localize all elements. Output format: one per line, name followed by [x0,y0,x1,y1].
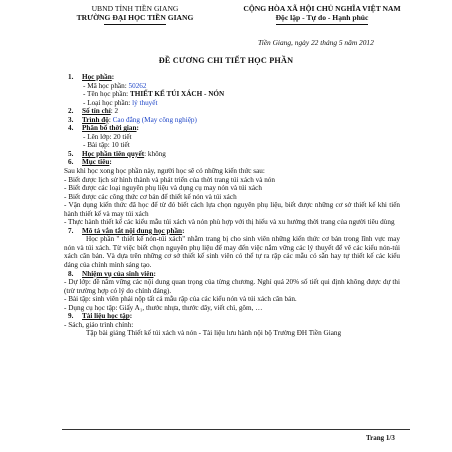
section-2-credits: 2. Số tín chỉ: 2 [68,107,119,116]
objective-item: - Thực hành thiết kế các kiểu mẫu túi xách và nón phù hợp với thị hiếu và xu hướng thời trang của người tiêu dùng [64,218,395,227]
section-6-heading: 6. Mục tiêu: [68,158,112,167]
motto-underline [276,24,368,25]
page-number: Trang 1/3 [366,434,395,442]
time-exercise: - Bài tập: 10 tiết [83,141,130,150]
materials-textbook: Tập bài giảng Thiết kế túi xách và nón - Tài liệu lưu hành nội bộ Trường ĐH Tiền Giang [86,329,342,338]
objective-item: - Biết được các loại nguyên phụ liệu và dụng cụ may nón và túi xách [64,184,262,193]
objective-item: - Biết được lịch sử hình thành và phát triển của thời trang túi xách và nón [64,175,275,184]
course-name: - Tên học phần: THIẾT KẾ TÚI XÁCH - NÓN [83,90,225,99]
nation-header [222,4,422,22]
footer-divider [62,429,410,430]
org-name-line2: TRƯỜNG ĐẠI HỌC TIỀN GIANG [76,13,194,22]
duty-item: - Dự lớp: đề nắm vững các nội dung quan trọng của từng chương. Nghỉ quá 20% số tiết qui định không được dự thi (trừ trường hợp có lý do chính đáng). [64,278,400,295]
section-1-heading: 1. Học phần: [68,73,115,81]
org-name-line1: UBND TỈNH TIỀN GIANG [91,4,179,13]
time-lecture: - Lên lớp: 20 tiết [83,132,132,141]
section-3-level: 3. Trình độ: Cao đẳng (May công nghiệp) [68,115,197,124]
org-underline [104,24,166,25]
objective-item: - Vận dụng kiến thức đã học để từ đó biết cách lựa chọn nguyên phụ liệu, biết được những cơ sở thiết kế khi tiến hành thiết kế và may túi xách [64,201,400,218]
nation-name: CỘNG HÒA XÃ HỘI CHỦ NGHĨA VIỆT NAM [243,4,401,13]
materials-label: - Sách, giáo trình chính: [64,320,134,329]
objective-item: - Biết được các công thức cơ bản để thiết kế nón và túi xách [64,192,237,201]
document-date: Tiền Giang, ngày 22 tháng 5 năm 2012 [258,38,374,47]
course-description: Học phần " thiết kế nón-túi xách" nhằm trang bị cho sinh viên những kiến thức cơ bản trong lĩnh vực may nón và túi xách. Từ việc biết chọn nguyên phụ liệu để may đến việc nắm vững các lý thuyết để vẽ các kiểu nón-túi xách căn bản. Và dựa trên những cơ sở thiết kế sinh viên có thể tự ra rập các mẫu có sẵn hay tự thiết kế các kiểu dáng của chính mình sáng tạo. [64,235,400,270]
section-5-prerequisite: 5. Học phần tiên quyết: không [68,149,166,158]
section-4-heading: 4. Phân bổ thời gian: [68,124,139,133]
section-7-heading: 7. Mô tả vắn tắt nội dung học phần: [68,226,185,235]
document-title: ĐỀ CƯƠNG CHI TIẾT HỌC PHẦN [158,56,294,65]
duty-item: - Dụng cụ học tập: Giấy A₁, thước nhựa, thước dây, viết chì, gôm, … [64,303,263,312]
org-header [50,4,220,22]
objectives-intro: Sau khi học xong học phần này, người học sẽ có những kiến thức sau: [64,167,265,176]
section-8-heading: 8. Nhiệm vụ của sinh viên: [68,269,156,278]
nation-motto: Độc lập - Tự do - Hạnh phúc [275,13,369,22]
course-code: - Mã học phần: 50262 [83,81,147,90]
section-9-heading: 9. Tài liệu học tập: [68,312,133,321]
duty-item: - Bài tập: sinh viên phải nộp tất cả mẫu rập của các kiểu nón và túi xách căn bản. [64,295,297,304]
course-type: - Loại học phần: lý thuyết [83,98,158,107]
document-body [64,73,400,338]
